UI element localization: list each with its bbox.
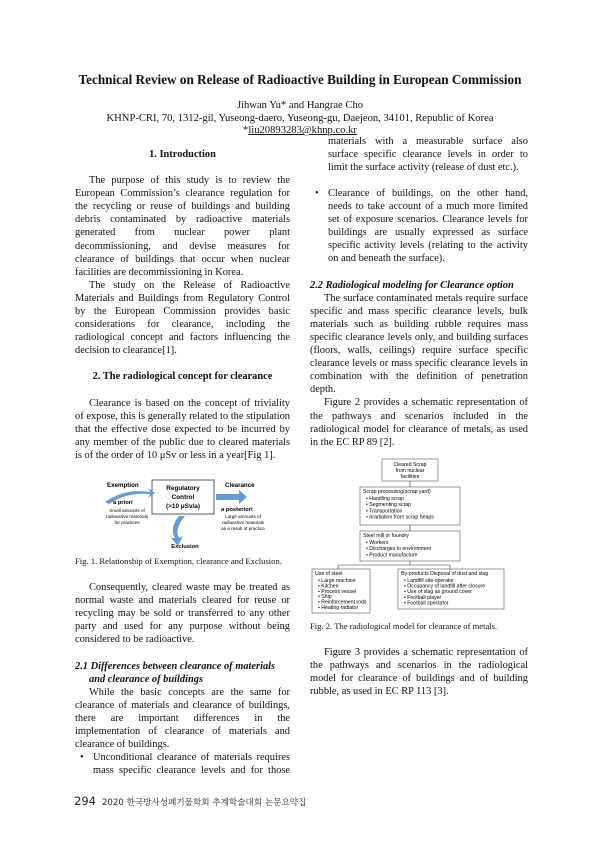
fig2-item: • Handling scrap	[366, 495, 404, 502]
author-names: Jihwan Yu* and Hangrae Cho	[236, 100, 364, 111]
paragraph: The purpose of this study is to review the European Commission’s clearance regulation for the recycling or reuse of buildings and building debris contaminated by radioactive materials generated from nuclear power plant decommissioning, and devise measures for clearance of buildings that occur when nuclear facilities are decommissioning in Korea.	[75, 175, 290, 278]
fig2-item: • Irradiation from scrap heaps	[366, 514, 434, 521]
left-column	[75, 148, 290, 777]
author-block	[0, 100, 600, 138]
fig2-item: • Product manufacture	[366, 552, 418, 559]
steel-title: Steel mill or foundry	[363, 532, 409, 539]
scrap-title: Scrap processing(scrap yard)	[363, 488, 431, 495]
page-footer	[74, 794, 306, 808]
clearance-label: Clearance	[225, 481, 255, 489]
bullet-text-1-tail: materials with a measurable surface also surface specific clearance levels in order to limit the surface activity (release of dust etc.).	[328, 136, 528, 174]
exclusion-arrow	[171, 516, 185, 546]
exclusion-label: Exclusion	[171, 543, 199, 550]
paragraph: Clearance is based on the concept of triviality of expose, this is generally related to the stipulation that the effective dose expected to be incurred by any member of the public due to cleared materials is of the order of 10 μSv or less in a year[Fig 1].	[75, 397, 290, 461]
paragraph: Figure 2 provides a schematic representation of the pathways and scenarios included in the radiological model for clearance of metals, as used in the EC RP 89 [2].	[310, 397, 528, 448]
use-title: Use of steel	[315, 570, 343, 577]
bullet-text-1: Unconditional clearance of materials requires mass specific clearance levels and for those	[93, 752, 290, 777]
affiliation: KHNP-CRI, 70, 1312-gil, Yuseong-daero, Yuseong-gu, Daejeon, 34101, Republic of Korea	[106, 112, 494, 124]
paragraph: Consequently, cleared waste may be treated as normal waste and materials cleared for reuse or recycling may be sold or transferred to any other party and used for any purpose without being considered to be radioactive.	[75, 582, 290, 646]
fig2-item: • Process vessel	[318, 588, 357, 595]
fig2-item: • Reinforcement rods	[318, 599, 367, 606]
right-column	[310, 136, 528, 698]
paragraph: Figure 3 provides a schematic representation of the pathways and scenarios in the radiological model for clearance of buildings and of building rubble, as used in EC RP 113 [3].	[310, 646, 528, 698]
large-amounts-3: as a result of practice	[221, 525, 265, 531]
bullet-text-2: Clearance of buildings, on the other hand, needs to take account of a much more limited set of exposure scenarios. Clearance levels for buildings are usually expressed as surface specific activity levels (relating to the activity on and beneath the surface).	[328, 188, 528, 265]
section-heading-introduction: 1. Introduction	[149, 149, 216, 160]
box-line-1: Regulatory	[166, 484, 200, 492]
fig2-item: • Large machine	[318, 577, 356, 584]
small-amounts-1: Small amounts of	[109, 507, 145, 513]
fig2-item: • Football player	[404, 594, 442, 601]
figure-1-diagram	[75, 476, 290, 550]
small-amounts-2: radioactive materials	[105, 513, 149, 519]
bullet-text-1-continued	[310, 135, 528, 187]
list-item: • Clearance of buildings, on the other hand, needs to take account of a much more limited set of exposure scenarios. Clearance levels for buildings are usually expressed as surface specific activity levels (relating to the activity on and beneath the surface).	[315, 188, 528, 265]
small-amounts-3: for practices	[114, 519, 140, 525]
a-posteriori-label: a posteriori	[221, 506, 253, 513]
bullet-list	[75, 751, 290, 777]
paragraph: While the basic concepts are the same for clearance of materials and clearance of buildings, there are important differences in the implementation of clearance of materials and clearance of buildings.	[75, 686, 290, 751]
fig2-item: • Segmenting scrap	[366, 501, 412, 508]
top-line-3: facilities	[400, 473, 420, 480]
page-number: 294	[74, 794, 96, 808]
a-priori-label: a priori	[113, 499, 133, 506]
large-amounts-1: Large amounts of	[225, 513, 261, 519]
email-prefix: *	[243, 125, 249, 137]
box-line-2: Control	[171, 493, 195, 501]
fig2-item: • Ship	[318, 593, 332, 600]
fig2-item: • Football spectator	[404, 600, 449, 607]
bullet-list-2	[310, 187, 528, 266]
fig2-item: • Transportation	[366, 508, 403, 515]
fig2-item: • Discharges to environment	[366, 545, 431, 552]
clearance-arrow	[216, 490, 247, 504]
email-link[interactable]: liu20893283@khnp.co.kr	[248, 125, 357, 137]
paper-title: Technical Review on Release of Radioactive Building in European Commission	[78, 72, 522, 87]
figure-2-diagram	[310, 457, 528, 615]
figure-1-caption: Fig. 1. Relationship of Exemption, clearance and Exclusion.	[75, 556, 282, 567]
fig2-item: • Workers	[366, 539, 389, 546]
top-line-1: Cleared Scrap	[393, 461, 427, 468]
paragraph: The surface contaminated metals require surface specific and mass specific clearance levels, bulk materials such as building rubble requires mass specific clearance levels only, and building surfaces (floors, walls, ceilings) require surface specific clearance levels or mass specific clearance levels in combination with the definition of penetration depth.	[310, 292, 528, 396]
fig2-item: • Landfill site operator	[404, 577, 454, 584]
large-amounts-2: radioactive materials	[221, 519, 265, 525]
footer-text: 2020 한국방사성폐기물학회 추계학술대회 논문요약집	[101, 798, 307, 808]
fig2-item: • Use of slag as ground cover	[404, 588, 472, 595]
list-item: • Unconditional clearance of materials requires mass specific clearance levels and for those	[80, 752, 290, 777]
subsection-heading-modeling: 2.2 Radiological modeling for Clearance option	[310, 279, 514, 291]
subsection-heading-differences: 2.1 Differences between clearance of materials and clearance of buildings	[75, 660, 276, 685]
fig2-item: • Heating radiator	[318, 604, 359, 611]
figure-2	[310, 457, 528, 632]
exemption-label: Exemption	[107, 481, 139, 489]
box-line-3: (>10 μSv/a)	[166, 502, 200, 510]
top-line-2: from nuclear	[395, 467, 425, 474]
figure-2-caption: Fig. 2. The radiological model for clearance of metals.	[310, 620, 498, 631]
by-title: By-products Disposal of dust and slag	[401, 570, 489, 577]
figure-1	[75, 476, 290, 567]
section-heading-radiological-concept: 2. The radiological concept for clearance	[92, 371, 273, 383]
paragraph: The study on the Release of Radioactive Materials and Buildings from Regulatory Control by the European Commission provides basic considerations for clearance, including the radiological concept and factors influencing the decision to clearance[1].	[75, 279, 290, 357]
fig2-item: • Kitchen	[318, 583, 339, 590]
fig2-item: • Occupancy of landfill after closure	[404, 583, 486, 590]
